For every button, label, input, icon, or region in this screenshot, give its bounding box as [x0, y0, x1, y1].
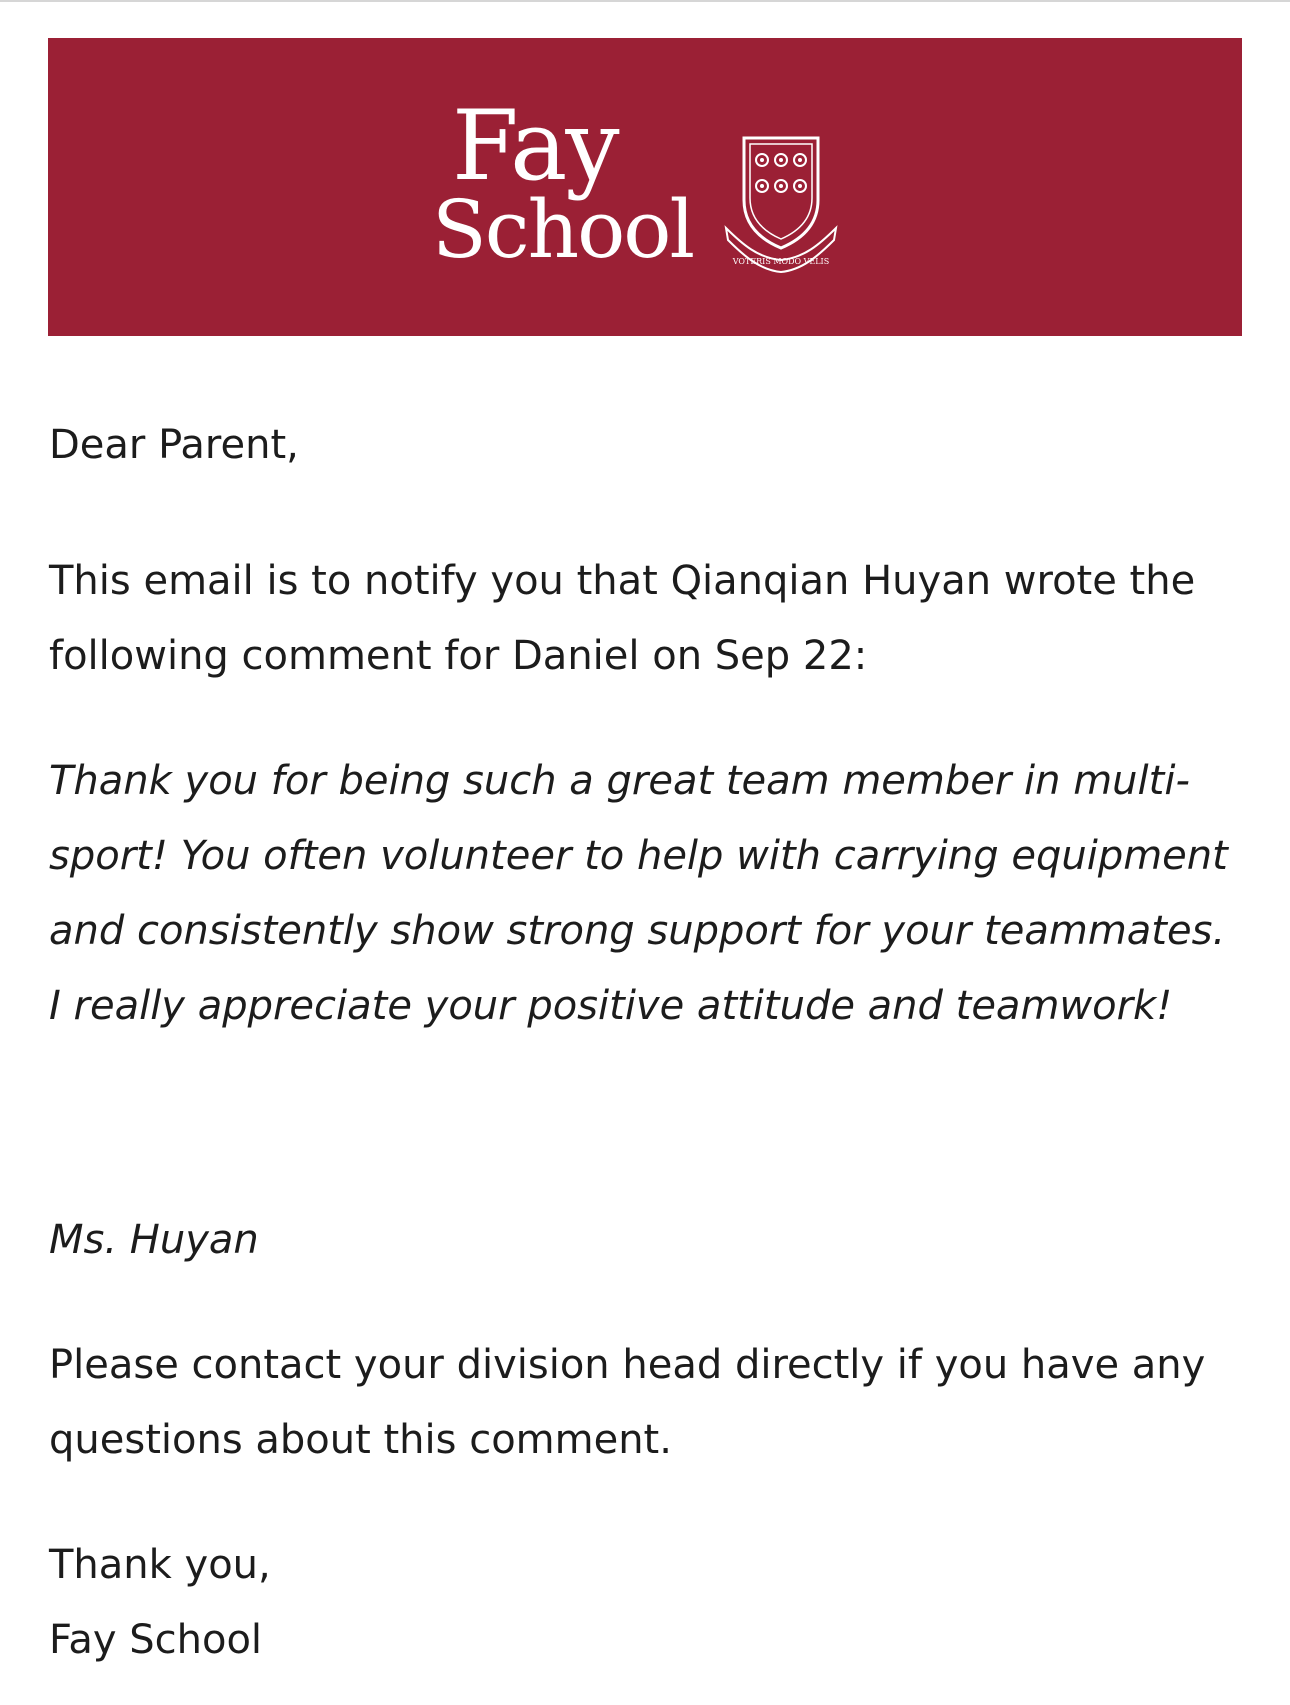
- logo-line-school: School: [432, 183, 694, 276]
- closing-block: [49, 1528, 1229, 1678]
- logo-line-fay: Fay: [452, 90, 618, 202]
- crest-motto: VOTERIS MODO VELIS: [732, 257, 830, 266]
- closing-line: Thank you,: [49, 1542, 271, 1588]
- contact-note: Please contact your division head directly if you have any questions about this comment.: [49, 1342, 1206, 1463]
- school-crest-icon: [722, 128, 840, 278]
- teacher-signature: Ms. Huyan: [49, 1217, 259, 1263]
- school-logo: [432, 90, 694, 288]
- sender-name: Fay School: [49, 1617, 263, 1663]
- top-divider: [0, 0, 1290, 2]
- intro-paragraph: This email is to notify you that Qianqian Huyan wrote the following comment for Daniel on Sep 22:: [49, 558, 1196, 679]
- greeting: Dear Parent,: [49, 422, 299, 468]
- teacher-comment: Thank you for being such a great team member in multi-sport! You often volunteer to help with carrying equipment and consistently show strong support for your teammates. I really appreciate your positive attitude and teamwork!: [49, 758, 1228, 1029]
